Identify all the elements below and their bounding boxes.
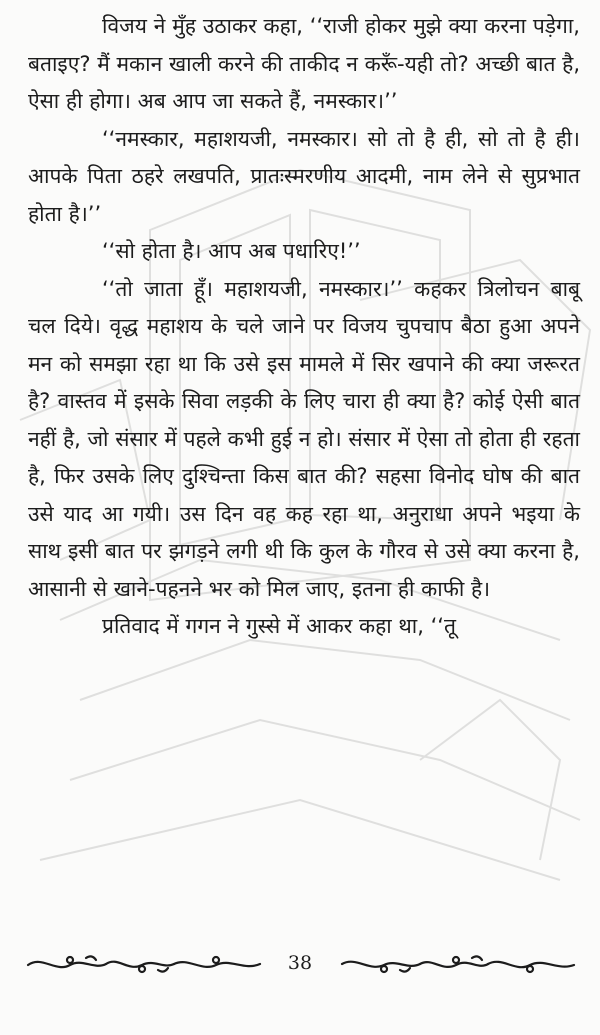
paragraph: ‘‘तो जाता हूँ। महाशयजी, नमस्कार।’’ कहकर त्रिलोचन बाबू चल दिये। वृद्ध महाशय के चले जाने पर विजय चुपचाप बैठा हुआ अपने मन को समझा रहा था कि उसे इस मामले में सिर खपाने की क्या जरूरत है? वास्तव में इसके सिवा लड़की के लिए चारा ही क्या है? कोई ऐसी बात नहीं है, जो संसार में पहले कभी हुई न हो। संसार में ऐसा तो होता ही रहता है, फिर उसके लिए दुश्चिन्ता किस बात की? सहसा विनोद घोष की बात उसे याद आ गयी। उस दिन वह कह रहा था, अनुराधा अपने भइया के साथ इसी बात पर झगड़ने लगी थी कि कुल के गौरव से उसे क्या करना है, आसानी से खाने-पहनने भर को मिल जाए, इतना ही काफी है। [28, 276, 580, 601]
body-text [28, 8, 580, 646]
paragraph: ‘‘नमस्कार, महाशयजी, नमस्कार। सो तो है ही, सो तो है ही। आपके पिता ठहरे लखपति, प्रातःस्मरणीय आदमी, नाम लेने से सुप्रभात होता है।’’ [28, 126, 580, 226]
scroll-ornament-icon [338, 952, 578, 976]
paragraph: ‘‘सो होता है। आप अब पधारिए!’’ [102, 239, 361, 263]
page-footer [0, 948, 600, 980]
paragraph: प्रतिवाद में गगन ने गुस्से में आकर कहा था, ‘‘तू [102, 614, 456, 638]
scroll-ornament-icon [24, 952, 264, 976]
paragraph: विजय ने मुँह उठाकर कहा, ‘‘राजी होकर मुझे क्या करना पड़ेगा, बताइए? मैं मकान खाली करने की ताकीद न करूँ-यही तो? अच्छी बात है, ऐसा ही होगा। अब आप जा सकते हैं, नमस्कार।’’ [28, 14, 580, 113]
page-number: 38 [287, 952, 313, 974]
